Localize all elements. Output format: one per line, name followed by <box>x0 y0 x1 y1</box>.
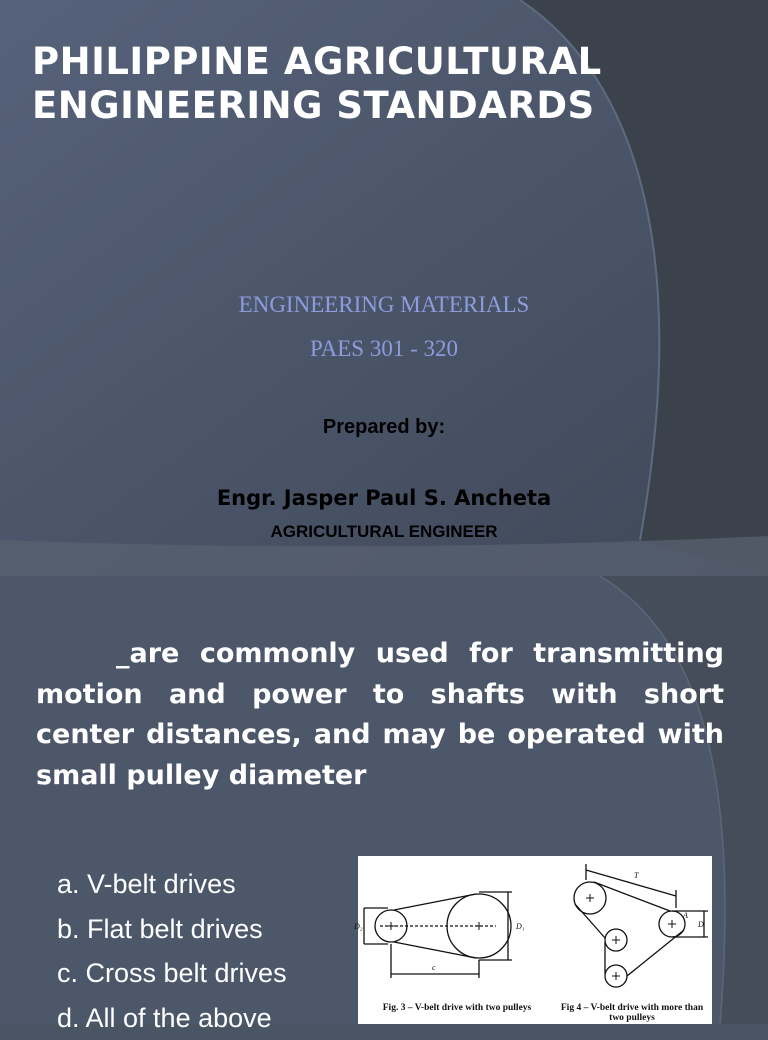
figure-caption-left: Fig. 3 – V-belt drive with two pulleys <box>382 1003 532 1013</box>
label-d: D <box>697 920 704 929</box>
label-d2: D₂ <box>353 922 363 931</box>
choice-b[interactable]: b. Flat belt drives <box>57 907 287 952</box>
subtitle-standard-range: PAES 301 - 320 <box>0 336 768 362</box>
choice-c[interactable]: c. Cross belt drives <box>57 951 287 996</box>
choice-a[interactable]: a. V-belt drives <box>57 862 287 907</box>
prepared-by-label: Prepared by: <box>0 416 768 439</box>
label-d1: D₁ <box>515 922 525 931</box>
label-a: A <box>682 911 688 920</box>
choice-d[interactable]: d. All of the above <box>57 996 287 1040</box>
label-c: c <box>432 963 436 972</box>
belt-drive-figure <box>358 856 712 1024</box>
answer-choices <box>57 862 287 1040</box>
label-t: T <box>634 871 639 880</box>
page-title: PHILIPPINE AGRICULTURAL ENGINEERING STANDARDS <box>32 40 752 128</box>
author-role: AGRICULTURAL ENGINEER <box>0 522 768 542</box>
subtitle-topic: ENGINEERING MATERIALS <box>0 292 768 318</box>
belt-drive-diagram <box>358 856 712 1024</box>
figure-caption-right: Fig 4 – V-belt drive with more than two pulleys <box>554 1003 710 1023</box>
author-name: Engr. Jasper Paul S. Ancheta <box>0 486 768 510</box>
question-text: _are commonly used for transmitting motion and power to shafts with short center distances, and may be operated with small pulley diameter <box>36 634 724 796</box>
